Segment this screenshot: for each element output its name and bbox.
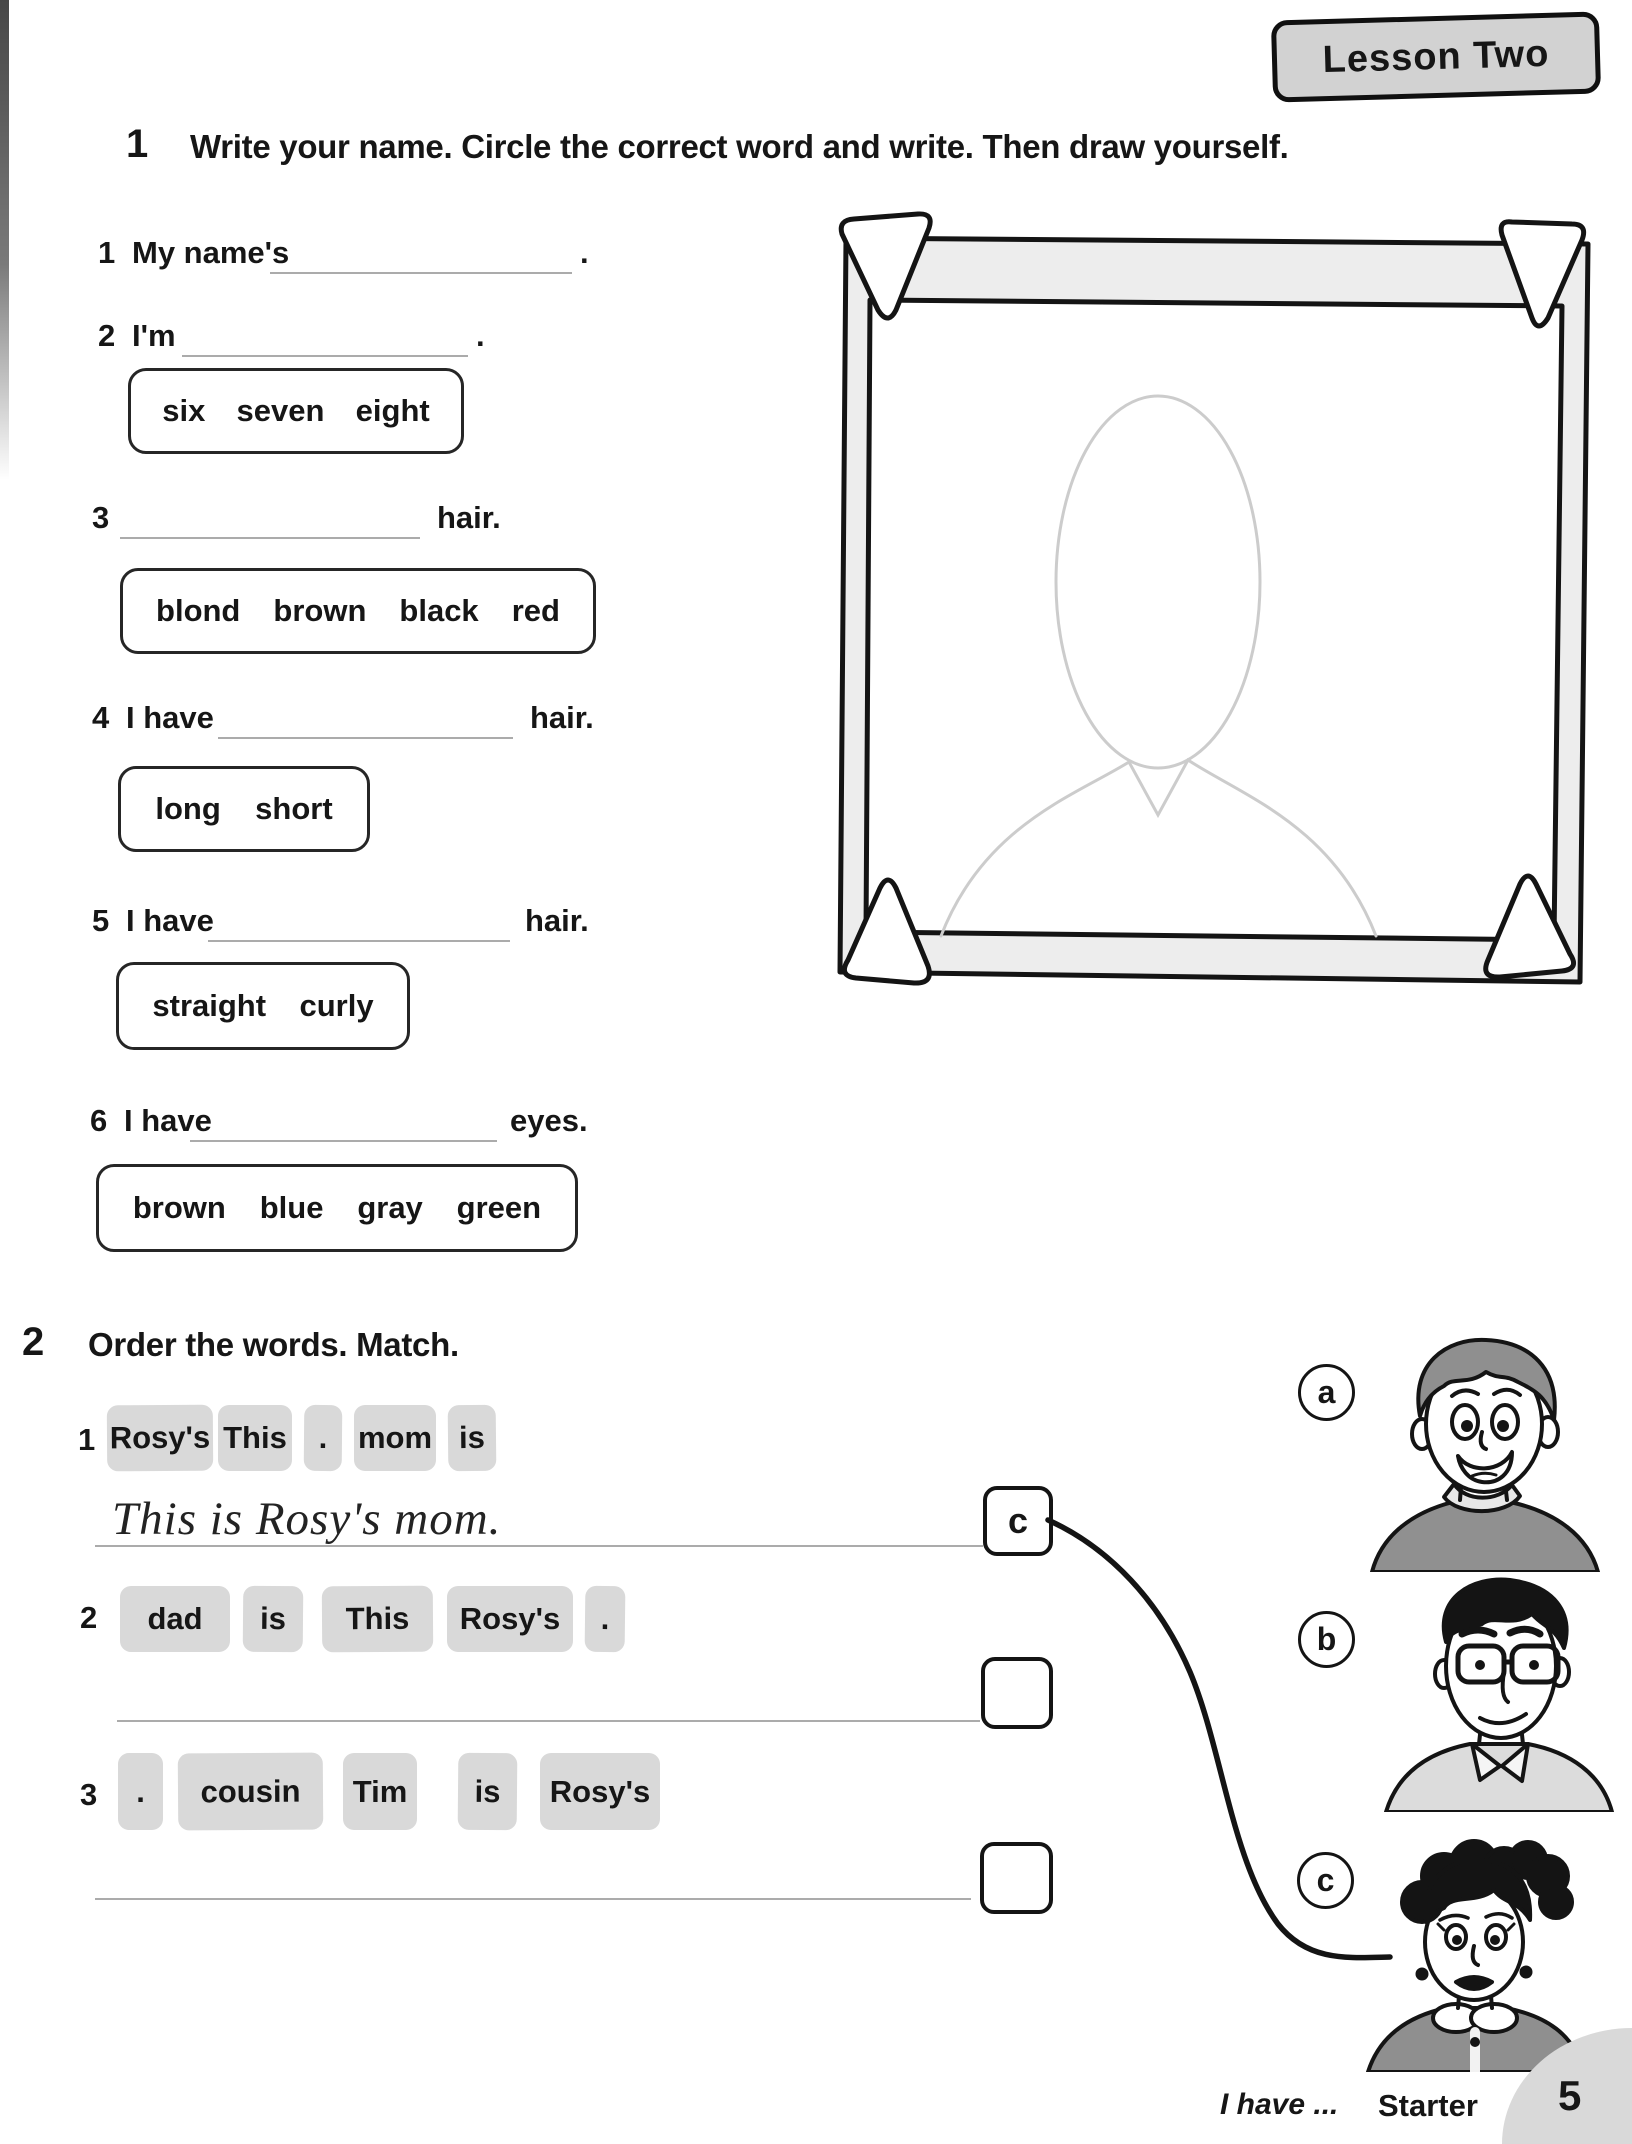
word-tile[interactable]: This <box>322 1586 433 1653</box>
ex1-item4-number: 4 <box>92 700 110 735</box>
exercise1-title: Write your name. Circle the correct word and write. Then draw yourself. <box>190 128 1289 165</box>
portrait-b-dad-illustration <box>1376 1576 1632 1812</box>
ex2-row1-answer-line[interactable] <box>95 1505 983 1547</box>
footer-unit-title: I have ... <box>1220 2088 1339 2121</box>
exercise1-number: 1 <box>126 122 149 166</box>
ex2-row1-handwritten-answer: This is Rosy's mom. <box>112 1493 502 1545</box>
ex1-options-hair-length <box>118 766 370 852</box>
ex1-item4-text: I have <box>126 700 214 735</box>
ex1-options-eye-color <box>96 1164 578 1252</box>
lesson-badge-label: Lesson Two <box>1322 32 1550 81</box>
ex1-item2-number: 2 <box>98 318 116 353</box>
picture-label-b: b <box>1298 1611 1355 1668</box>
ex1-item1-write-line[interactable] <box>270 232 572 274</box>
picture-label-a: a <box>1298 1364 1355 1421</box>
ex1-item5-number: 5 <box>92 903 110 938</box>
ex1-item5-write-line[interactable] <box>208 900 510 942</box>
option-word-blue[interactable]: blue <box>259 1190 324 1225</box>
option-word-green[interactable]: green <box>456 1190 542 1225</box>
ex1-options-hair-style <box>116 962 410 1050</box>
ex1-item2-text: I'm <box>132 318 176 353</box>
ex1-options-hair-color <box>120 568 596 654</box>
ex2-row1-number: 1 <box>78 1422 96 1457</box>
ex1-item6-write-line[interactable] <box>190 1100 497 1142</box>
photo-frame-draw-area[interactable] <box>836 210 1596 1010</box>
exercise2-number: 2 <box>22 1320 45 1364</box>
ex1-item1-period: . <box>580 235 589 270</box>
ex1-item2-period: . <box>476 318 485 353</box>
word-tile[interactable]: is <box>448 1405 497 1471</box>
word-tile[interactable]: This <box>218 1405 292 1471</box>
ex2-row2-answer-line[interactable] <box>117 1680 980 1722</box>
ex1-item6-text: I have <box>124 1103 212 1138</box>
ex2-row2-number: 2 <box>80 1600 98 1635</box>
word-tile[interactable]: is <box>458 1753 518 1831</box>
ex1-item3-write-line[interactable] <box>120 497 420 539</box>
option-word-eight[interactable]: eight <box>355 393 430 428</box>
option-word-straight[interactable]: straight <box>152 988 267 1023</box>
option-word-brown-eyes[interactable]: brown <box>132 1190 226 1225</box>
option-word-blond[interactable]: blond <box>156 593 241 628</box>
option-word-short[interactable]: short <box>255 791 333 826</box>
ex1-item3-after: hair. <box>437 500 501 535</box>
word-tile[interactable]: . <box>118 1753 163 1830</box>
word-tile[interactable]: dad <box>120 1586 230 1652</box>
ex1-item4-after: hair. <box>530 700 594 735</box>
portrait-a-boy-illustration <box>1358 1332 1632 1572</box>
word-tile[interactable]: Rosy's <box>540 1753 660 1830</box>
photo-frame-illustration <box>836 210 1596 1010</box>
option-word-gray[interactable]: gray <box>357 1190 423 1225</box>
word-tile[interactable]: Rosy's <box>107 1405 213 1472</box>
word-tile[interactable]: . <box>585 1586 626 1652</box>
page-scan-edge <box>0 0 9 480</box>
ex1-options-age <box>128 368 464 454</box>
ex2-row3-number: 3 <box>80 1777 98 1812</box>
option-word-long[interactable]: long <box>155 791 221 826</box>
option-word-seven[interactable]: seven <box>236 393 325 428</box>
ex1-item6-number: 6 <box>90 1103 108 1138</box>
word-tile[interactable]: cousin <box>178 1752 324 1830</box>
option-word-black[interactable]: black <box>399 593 479 628</box>
ex1-item1-number: 1 <box>98 235 116 270</box>
exercise2-title: Order the words. Match. <box>88 1326 459 1363</box>
option-word-red[interactable]: red <box>511 593 560 628</box>
word-tile[interactable]: is <box>243 1586 304 1653</box>
word-tile[interactable]: Rosy's <box>447 1586 573 1652</box>
option-word-six[interactable]: six <box>162 393 206 428</box>
word-tile[interactable]: mom <box>354 1405 436 1471</box>
ex1-item3-number: 3 <box>92 500 110 535</box>
word-tile[interactable]: Tim <box>343 1753 417 1830</box>
option-word-curly[interactable]: curly <box>299 988 374 1023</box>
word-tile[interactable]: . <box>304 1405 343 1471</box>
footer-level: Starter <box>1378 2088 1478 2123</box>
lesson-badge <box>1271 11 1601 102</box>
ex1-item5-text: I have <box>126 903 214 938</box>
picture-label-c: c <box>1297 1852 1354 1909</box>
ex2-row3-answer-line[interactable] <box>95 1858 971 1900</box>
ex1-item4-write-line[interactable] <box>218 697 513 739</box>
ex1-item6-after: eyes. <box>510 1103 588 1138</box>
option-word-brown[interactable]: brown <box>273 593 367 628</box>
ex1-item5-after: hair. <box>525 903 589 938</box>
ex1-item2-write-line[interactable] <box>182 315 468 357</box>
page-number: 5 <box>1558 2072 1582 2119</box>
ex2-row1-match-box[interactable]: c <box>983 1486 1053 1556</box>
ex1-item1-text: My name's <box>132 235 290 270</box>
